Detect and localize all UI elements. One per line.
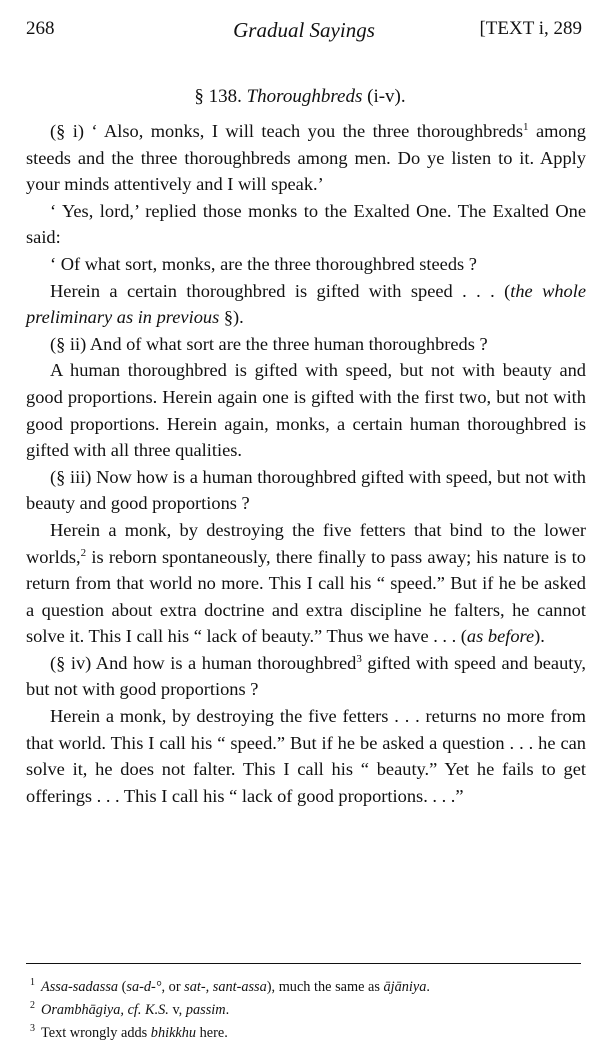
paragraph-7: (§ iii) Now how is a human thoroughbred gifted with speed, but not with beauty and good proportions ? [26, 466, 586, 514]
running-header [26, 18, 582, 48]
footnote-1-text-c: ), much the same as [266, 979, 384, 995]
footnote-3-number: 3 [30, 1023, 35, 1035]
footnotes [26, 976, 586, 1045]
paragraph-9 [26, 650, 586, 703]
text-reference: [TEXT i, 289 [479, 18, 582, 39]
footnote-1-text-b: , or [161, 979, 185, 995]
section-title: Thoroughbreds [246, 86, 363, 107]
footnote-divider [26, 963, 581, 964]
footnote-2 [26, 999, 586, 1022]
footnote-2-number: 2 [30, 1000, 35, 1012]
footnote-2-italic-a: Orambhāgiya, cf. K.S. [41, 1002, 169, 1018]
paragraph-4-text-a: Herein a certain thoroughbred is gifted with speed . . . ( [50, 280, 511, 301]
footnote-2-text-b: . [225, 1002, 230, 1018]
section-heading [0, 86, 600, 108]
paragraph-9-text-b: gifted with speed and beauty, but not with good proportions ? [26, 652, 587, 700]
footnote-1-italic-b: sa-d-° [126, 979, 162, 995]
section-range: (i-v). [367, 86, 406, 107]
paragraph-4 [26, 278, 586, 331]
paragraph-5: (§ ii) And of what sort are the three human thoroughbreds ? [50, 333, 488, 354]
footnote-1-italic-c: sat-, sant-assa [184, 979, 267, 995]
running-title: Gradual Sayings [233, 18, 375, 42]
footnote-1-number: 1 [30, 977, 35, 989]
paragraph-8-italic: as before [466, 626, 535, 647]
footnote-ref-2: 2 [80, 546, 87, 559]
footnote-ref-3: 3 [356, 652, 362, 665]
footnote-3-italic: bhikkhu [150, 1025, 197, 1041]
paragraph-8-text-c: ). [534, 626, 545, 647]
footnote-2-text-a: v, [168, 1002, 186, 1018]
paragraph-8 [26, 517, 586, 650]
footnote-2-italic-b: passim [185, 1002, 226, 1018]
paragraph-6: A human thoroughbred is gifted with speed, but not with beauty and good proportions. Herein again one is gifted with the first two, but not with good proportions. Herein again, monks, a certain human thoroughbred is gifted with all three qualities. [26, 360, 586, 461]
paragraph-4-text-b: §). [219, 307, 244, 328]
paragraph-4-italic: the whole preliminary as in previous [26, 280, 587, 328]
footnote-1-italic-a: Assa-sadassa [41, 979, 119, 995]
footnote-1-text-a: ( [118, 979, 127, 995]
footnote-3-text-b: here. [196, 1025, 228, 1041]
paragraph-1-text-b: among steeds and the three thoroughbreds among men. Do ye listen to it. Apply your minds attentively and I will speak.’ [26, 121, 587, 195]
footnote-1 [26, 976, 586, 999]
footnote-1-italic-d: ājāniya [383, 979, 427, 995]
page-number: 268 [26, 18, 55, 39]
paragraph-8-text-b: is reborn spontaneously, there finally to pass away; his nature is to return from that world no more. This I call his “ speed.” But if he be asked a question about extra doctrine and extra discipline he falters, he cannot solve it. This I call his “ lack of beauty.” Thus we have . . . ( [26, 546, 586, 647]
paragraph-9-text-a: (§ iv) And how is a human thoroughbred [50, 652, 357, 673]
body-text [26, 118, 586, 809]
paragraph-8-text-a: Herein a monk, by destroying the five fetters that bind to the lower worlds, [26, 519, 586, 567]
footnote-3 [26, 1022, 586, 1045]
footnote-3-text-a: Text wrongly adds [41, 1025, 151, 1041]
paragraph-3: ‘ Of what sort, monks, are the three thoroughbred steeds ? [50, 253, 477, 274]
section-number: § 138. [194, 86, 242, 107]
footnote-ref-1: 1 [523, 120, 529, 133]
paragraph-1 [26, 118, 586, 198]
paragraph-10: Herein a monk, by destroying the five fetters . . . returns no more from that world. This I call his “ speed.” But if he be asked a question . . . he can solve it, he does not falter. This I call his “ beauty.” Yet he fails to get offerings . . . This I call his “ lack of good proportions. . . .” [26, 706, 586, 806]
paragraph-1-text-a: (§ i) ‘ Also, monks, I will teach you the three thoroughbreds [50, 121, 524, 141]
paragraph-2: ‘ Yes, lord,’ replied those monks to the Exalted One. The Exalted One said: [26, 200, 586, 248]
footnote-1-text-d: . [426, 979, 430, 995]
